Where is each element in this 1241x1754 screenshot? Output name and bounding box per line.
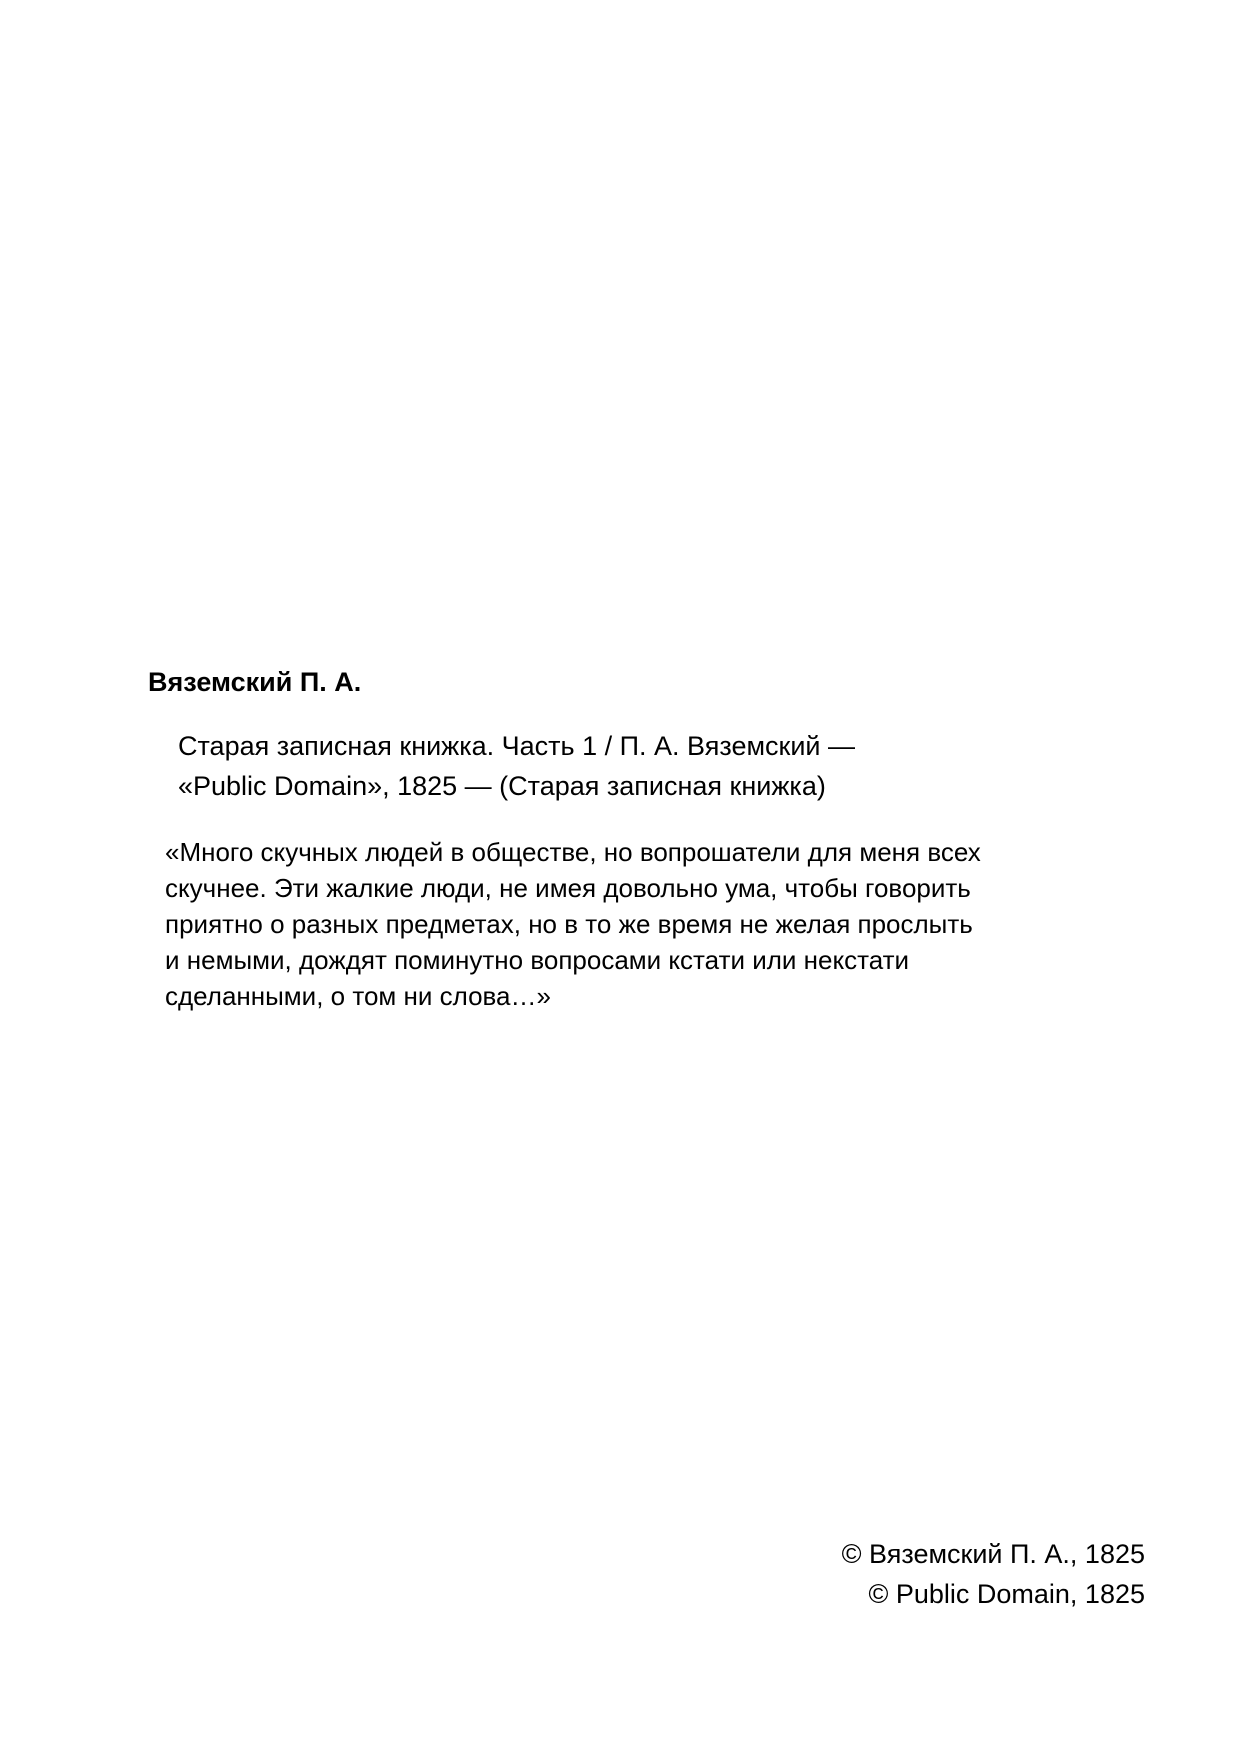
biblio-line: Старая записная книжка. Часть 1 / П. А. Вяземский — xyxy=(178,731,856,761)
copyright-notice xyxy=(842,1534,1145,1614)
bibliographic-record xyxy=(178,726,855,806)
annotation-line: скучнее. Эти жалкие люди, не имея довольно ума, чтобы говорить xyxy=(165,873,971,903)
annotation-line: и немыми, дождят поминутно вопросами кстати или некстати xyxy=(165,945,910,975)
copyright-line: © Вяземский П. А., 1825 xyxy=(841,1539,1145,1569)
annotation-quote xyxy=(165,834,981,1014)
biblio-line: «Public Domain», 1825 — (Старая записная книжка) xyxy=(178,771,826,801)
annotation-line: приятно о разных предметах, но в то же время не желая прослыть xyxy=(165,909,973,939)
annotation-line: сделанными, о том ни слова…» xyxy=(165,981,551,1011)
copyright-line: © Public Domain, 1825 xyxy=(868,1579,1145,1609)
author-name: Вяземский П. А. xyxy=(148,667,362,697)
annotation-line: «Много скучных людей в обществе, но вопрошатели для меня всех xyxy=(165,837,981,867)
